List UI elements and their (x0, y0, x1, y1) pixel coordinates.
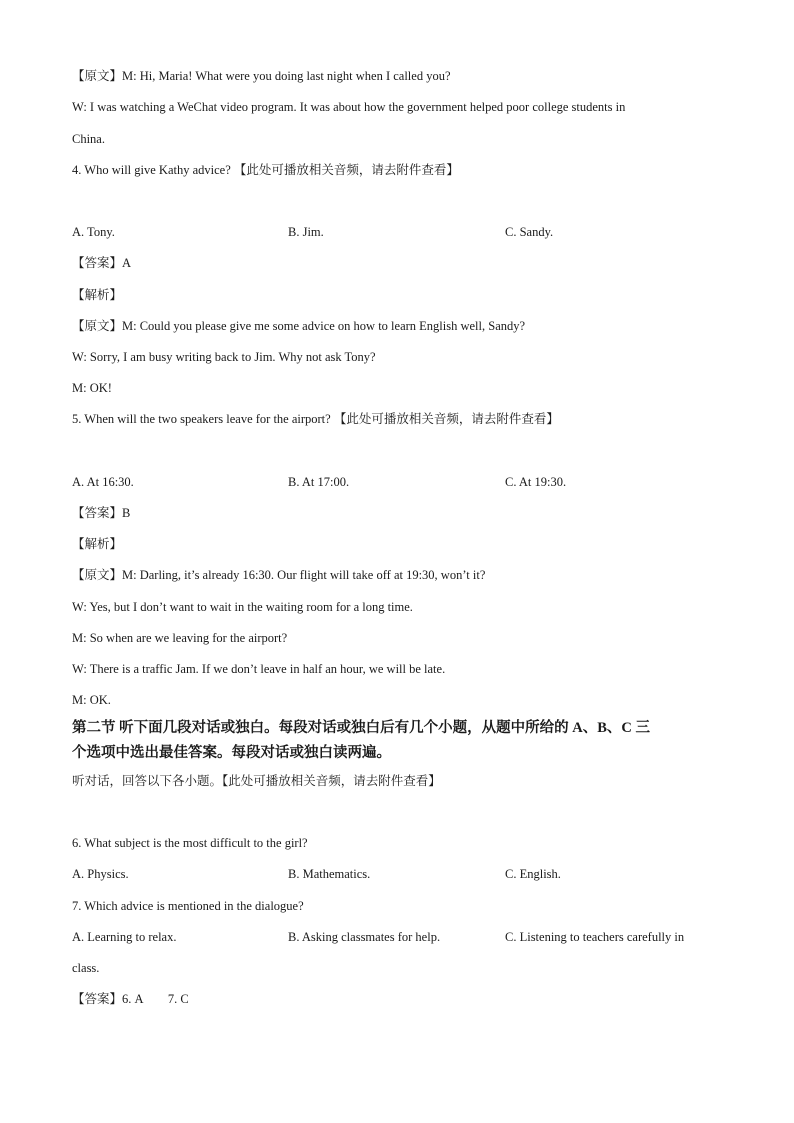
section-heading: 第二节 听下面几段对话或独白。每段对话或独白后有几个小题，从题中所给的 A、B、C 三 (72, 720, 650, 736)
section-heading: 个选项中选出最佳答案。每段对话或独白读两遍。 (72, 745, 391, 761)
q6-option-a: A. Physics. (72, 867, 129, 881)
q7-option-c-continued: class. (72, 961, 100, 975)
q5-answer: 【答案】B (72, 506, 131, 520)
question-5: 5. When will the two speakers leave for the airport? 【此处可播放相关音频，请去附件查看】 (72, 412, 559, 426)
transcript-line: W: Yes, but I don’t want to wait in the waiting room for a long time. (72, 600, 413, 614)
q5-option-b: B. At 17:00. (288, 475, 350, 489)
q4-option-a: A. Tony. (72, 225, 115, 239)
q4-option-c: C. Sandy. (505, 225, 554, 239)
transcript-line: China. (72, 132, 105, 146)
q4-answer: 【答案】A (72, 256, 132, 270)
q5-option-c: C. At 19:30. (505, 475, 567, 489)
transcript-line: 【原文】M: Could you please give me some advice on how to learn English well, Sandy? (72, 319, 526, 333)
q6-option-c: C. English. (505, 867, 561, 881)
transcript-line: W: Sorry, I am busy writing back to Jim. Why not ask Tony? (72, 350, 376, 364)
transcript-line: M: OK. (72, 693, 111, 707)
q5-option-a: A. At 16:30. (72, 475, 134, 489)
q5-analysis-label: 【解析】 (72, 537, 123, 551)
question-6: 6. What subject is the most difficult to the girl? (72, 836, 308, 850)
transcript-line: 【原文】M: Darling, it’s already 16:30. Our flight will take off at 19:30, won’t it? (72, 568, 486, 582)
q6-option-b: B. Mathematics. (288, 867, 371, 881)
question-7: 7. Which advice is mentioned in the dialogue? (72, 899, 304, 913)
transcript-line: 【原文】M: Hi, Maria! What were you doing last night when I called you? (72, 69, 451, 83)
q7-option-c: C. Listening to teachers carefully in (505, 930, 685, 944)
answers-6-7: 【答案】6. A 7. C (72, 992, 189, 1006)
q4-analysis-label: 【解析】 (72, 288, 123, 302)
question-4: 4. Who will give Kathy advice? 【此处可播放相关音频，请去附件查看】 (72, 163, 459, 177)
transcript-line: W: There is a traffic Jam. If we don’t leave in half an hour, we will be late. (72, 662, 446, 676)
transcript-line: M: OK! (72, 381, 112, 395)
q4-option-b: B. Jim. (288, 225, 324, 239)
section-instruction: 听对话，回答以下各小题。【此处可播放相关音频，请去附件查看】 (72, 774, 441, 788)
q7-option-a: A. Learning to relax. (72, 930, 177, 944)
transcript-line: M: So when are we leaving for the airport? (72, 631, 288, 645)
q7-option-b: B. Asking classmates for help. (288, 930, 441, 944)
transcript-line: W: I was watching a WeChat video program. It was about how the government helped poor college students in (72, 100, 626, 114)
